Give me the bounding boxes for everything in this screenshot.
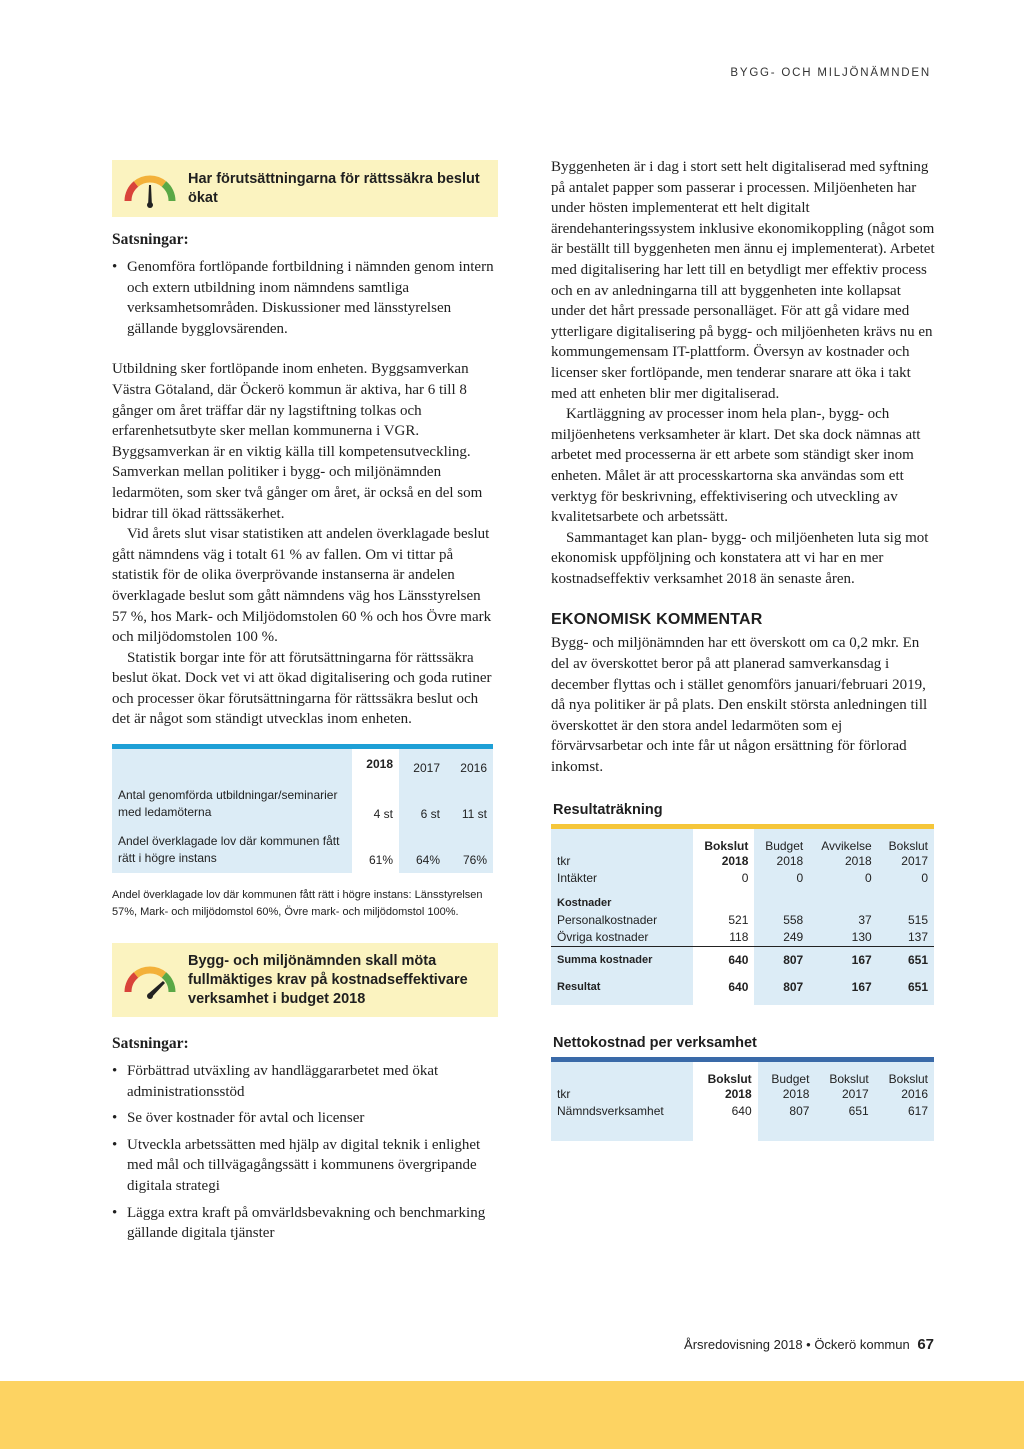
col-header: Bokslut 2016 (888, 1071, 928, 1101)
right-column (551, 157, 935, 1141)
goal-1-bullets (112, 257, 498, 339)
goal-2-bullets (112, 1061, 498, 1244)
goal-1-title: Har förutsättningarna för rättssäkra beslut ökat (188, 170, 480, 206)
resultat-title: Resultaträkning (553, 801, 663, 818)
kpi-cell: 61% (352, 825, 399, 873)
col-header: Bokslut 2018 (693, 1059, 758, 1103)
bottom-band (0, 1381, 1024, 1449)
goal-box-1 (112, 160, 498, 217)
kpi-row-label: Andel överklagade lov där kommunen fått rätt i högre instans (118, 834, 340, 866)
left-column (112, 160, 498, 1250)
table-row: Resultat 640 807 167 651 (551, 974, 934, 1005)
paragraph: Utbildning sker fortlöpande inom enheten. Byggsamverkan Västra Götaland, där Öckerö kommun är aktiva, har 6 till 8 gånger om året träffar där ny lagstiftning tolkas och erfarenhetsutbyte sker mellan kommunerna i VGR. Byggsamverkan är en viktig källa till kompetensutveckling. Samverkan mellan politiker i bygg- och miljönämnden ledarmöten, som sker två gånger om året, är också en del som bidrar till ökad rättssäkerhet. (112, 361, 483, 522)
unit-label: tkr (557, 1086, 571, 1101)
kpi-header-2018: 2018 (352, 747, 399, 780)
goal-2-title: Bygg- och miljönämnden skall möta fullmäktiges krav på kostnadseffektivare verksamhet i budget 2018 (188, 952, 468, 1007)
kpi-cell: 76% (462, 853, 487, 868)
goal-1-subhead: Satsningar: (112, 231, 189, 248)
list-item: • Förbättrad utväxling av handläggararbetet med ökat administrationsstöd (112, 1061, 498, 1102)
table-row: Personalkostnader 521 558 37 515 (557, 912, 928, 927)
kpi-row-label: Antal genomförda utbildningar/seminarier med ledamöterna (118, 788, 338, 820)
table-row: Övriga kostnader 118 249 130 137 (551, 929, 934, 947)
page-number: 67 (917, 1336, 934, 1353)
paragraph: Sammantaget kan plan- bygg- och miljöenheten luta sig mot ekonomisk uppföljning och konstatera att vi har en mer kostnadseffektiv verksamhet 2018 än senaste åren. (551, 529, 929, 587)
kpi-cell: 11 st (461, 807, 487, 822)
table-row: Intäkter 0 0 0 0 (557, 870, 928, 885)
col-header: Budget 2018 (771, 1071, 810, 1101)
econ-heading: EKONOMISK KOMMENTAR (551, 611, 763, 629)
page-footer (684, 1336, 934, 1353)
kpi-header-2017: 2017 (413, 761, 440, 776)
paragraph: Kartläggning av processer inom hela plan-, bygg- och miljöenhetens verksamheter är klart. Det ska dock nämnas att arbetet med processerna är ett arbete som ständigt sker inom enheten. Målet är att processkartorna ska användas som ett verktyg för beskrivning, effektivisering och utveckling av kvalitetsarbete och arbetssätt. (551, 406, 921, 526)
kpi-cell: 64% (415, 853, 440, 868)
col-header: Avvikelse 2018 (821, 838, 872, 868)
table-row (112, 747, 493, 780)
kpi-cell: 4 st (352, 779, 399, 825)
goal-box-2 (112, 943, 498, 1017)
page-header-title: BYGG- OCH MILJÖNÄMNDEN (730, 67, 931, 79)
list-item: • Genomföra fortlöpande fortbildning i nämnden genom intern och extern utbildning inom nämndens samtliga verksamhetsområden. Diskussioner med länsstyrelsen gällande bygglovsärenden. (112, 257, 498, 339)
table-row: Kostnader (551, 895, 934, 912)
table-row: Nämndsverksamhet 640 807 651 617 (551, 1103, 934, 1141)
table-row (551, 1059, 934, 1103)
gauge-icon (120, 958, 180, 1002)
table-row (551, 826, 934, 870)
kpi-table-note: Andel överklagade lov där kommunen fått rätt i högre instans: Länsstyrelsen 57%, Mark- och miljödomstol 60%, Övre mark- och miljödomstol 100%. (112, 889, 483, 919)
table-row (112, 779, 493, 825)
table-row (112, 825, 493, 873)
col-header: Budget 2018 (765, 838, 804, 868)
col-header: Bokslut 2017 (829, 1071, 869, 1101)
paragraph: Vid årets slut visar statistiken att andelen överklagade beslut gått nämndens väg i totalt 61 % av fallen. Om vi tittar på statistik för de olika överprövande instanserna är andelen överklagade beslut som gått nämndens väg hos Länsstyrelsen 57 %, hos Mark- och Miljödomstolen 60 % och hos Övre mark och miljödomstolen 100 %. (112, 526, 492, 646)
list-item: • Lägga extra kraft på omvärldsbevakning och benchmarking gällande digitala tjänster (112, 1203, 498, 1244)
col-header: Bokslut 2018 (693, 826, 754, 870)
col-header: Bokslut 2017 (888, 838, 928, 868)
paragraph: Byggenheten är i dag i stort sett helt digitaliserad med syftning på antalet papper som passerar i processen. Miljöenheten har under hösten implementerat ett helt digitalt ärendehanteringssystem inklusive ekonomikoppling (något som är beställt till byggenheten men ännu ej implementerat). Arbetet med digitalisering har lett till en betydligt mer effektiv process och en av anledningarna till att byggenheten inte kollapsat under det hårt pressade personalläget. För att gå vidare med ytterligare digitalisering på bygg- och miljöenheten krävs nu en kommungemensam IT-plattform. Översyn av kostnader och licenser sker fortlöpande, men tenderar snarare att öka i takt med att enheten blir mer digitaliserad. (551, 159, 935, 402)
kpi-table (112, 744, 493, 873)
gauge-icon (120, 167, 180, 211)
kpi-cell: 6 st (420, 807, 440, 822)
list-item: • Utveckla arbetssätten med hjälp av digital teknik i enlighet med mål och tillvägagångssätt i kommunens övergripande digitala strategi (112, 1135, 498, 1197)
unit-label: tkr (557, 853, 571, 868)
netto-title: Nettokostnad per verksamhet (553, 1034, 757, 1051)
econ-paragraph: Bygg- och miljönämnden har ett överskott om ca 0,2 mkr. En del av överskottet beror på att planerad samverkansdag i december flyttas och i stället genomförs januari/februari 2019, då nya politiker är på plats. Den enskilt största anledningen till överskottet är den stora andel ledarmöten som ej förvärvsarbetar och inte får ut någon ersättning för förlorad inkomst. (551, 635, 928, 776)
netto-table (551, 1057, 934, 1141)
resultat-table (551, 824, 934, 1005)
paragraph: Statistik borgar inte för att förutsättningarna för rättssäkra beslut ökat. Dock vet vi att ökad digitalisering och goda rutiner och processer ökar förutsättningarna för rättssäkra beslut och det är något som ständigt utvecklas inom enheten. (112, 649, 492, 728)
list-item: • Se över kostnader för avtal och licenser (112, 1108, 498, 1129)
table-row: Summa kostnader 640 807 167 651 (551, 946, 934, 974)
goal-2-subhead: Satsningar: (112, 1035, 189, 1053)
footer-text: Årsredovisning 2018 • Öckerö kommun (684, 1337, 910, 1352)
kpi-header-2016: 2016 (460, 761, 487, 776)
